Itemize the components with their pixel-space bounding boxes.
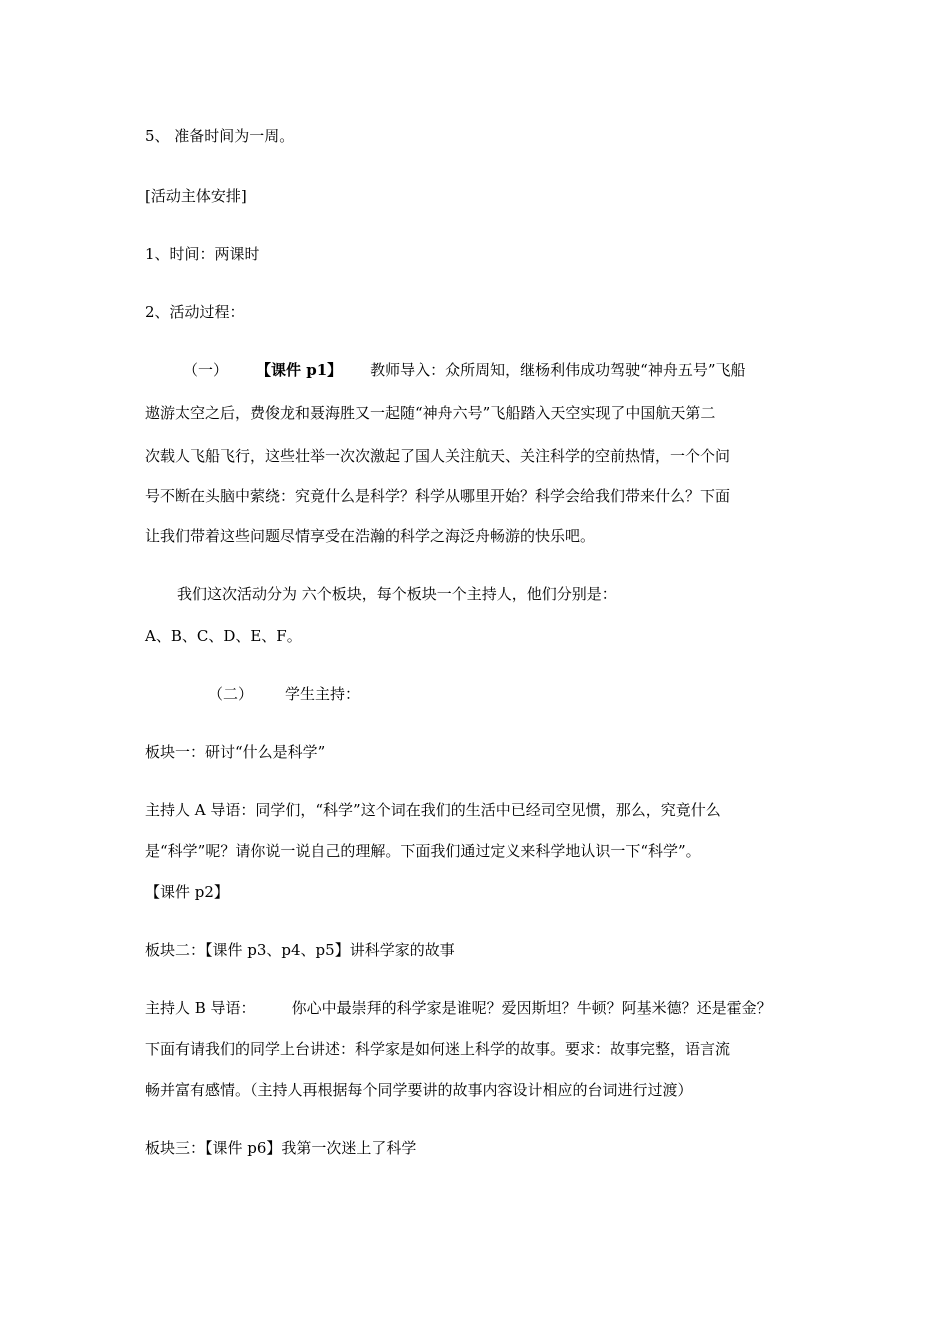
blocks-intro: 我们这次活动分为 六个板块，每个板块一个主持人，他们分别是： xyxy=(177,585,617,603)
part1-line4: 号不断在头脑中萦绕：究竟什么是科学？科学从哪里开始？科学会给我们带来什么？下面 xyxy=(145,487,731,505)
block2-line2: 下面有请我们的同学上台讲述：科学家是如何迷上科学的故事。要求：故事完整，语言流 xyxy=(145,1040,731,1058)
block2-line1 xyxy=(145,998,772,1018)
time-item: 1、时间：两课时 xyxy=(145,245,260,263)
part1-line5: 让我们带着这些问题尽情享受在浩瀚的科学之海泛舟畅游的快乐吧。 xyxy=(145,527,596,545)
part1-first-line xyxy=(183,360,746,380)
part1-label: （一） xyxy=(183,361,229,379)
part2-line xyxy=(208,684,360,704)
block1-line2: 是“科学”呢？请你说一说自己的理解。下面我们通过定义来科学地认识一下“科学”。 xyxy=(145,842,701,860)
prep-time-item: 5、 准备时间为一周。 xyxy=(145,127,295,145)
part2-label: （二） xyxy=(208,685,254,703)
block1-courseware: 【课件 p2】 xyxy=(145,883,229,901)
part2-text: 学生主持： xyxy=(285,685,361,703)
part1-courseware: 【课件 p1】 xyxy=(256,361,343,379)
process-item: 2、活动过程： xyxy=(145,303,245,321)
part1-line2: 遨游太空之后，费俊龙和聂海胜又一起随“神舟六号”飞船踏入天空实现了中国航天第二 xyxy=(145,404,716,422)
part1-intro: 教师导入：众所周知，继杨利伟成功驾驶“神舟五号”飞船 xyxy=(370,361,746,379)
block2-title: 板块二：【课件 p3、p4、p5】讲科学家的故事 xyxy=(145,941,455,959)
hosts-list: A、B、C、D、E、F。 xyxy=(145,627,302,645)
block1-line1: 主持人 A 导语：同学们，“科学”这个词在我们的生活中已经司空见惯，那么，究竟什么 xyxy=(145,801,721,819)
block3-title: 板块三：【课件 p6】我第一次迷上了科学 xyxy=(145,1139,417,1157)
section-title: [活动主体安排] xyxy=(145,187,247,205)
block2-host-text: 你心中最崇拜的科学家是谁呢？爱因斯坦？牛顿？阿基米德？还是霍金？ xyxy=(291,999,772,1017)
block1-title: 板块一：研讨“什么是科学” xyxy=(145,743,326,761)
block2-line3: 畅并富有感情。（主持人再根据每个同学要讲的故事内容设计相应的台词进行过渡） xyxy=(145,1081,693,1099)
part1-line3: 次载人飞船飞行，这些壮举一次次激起了国人关注航天、关注科学的空前热情，一个个问 xyxy=(145,447,731,465)
block2-host-label: 主持人 B 导语： xyxy=(145,999,256,1017)
